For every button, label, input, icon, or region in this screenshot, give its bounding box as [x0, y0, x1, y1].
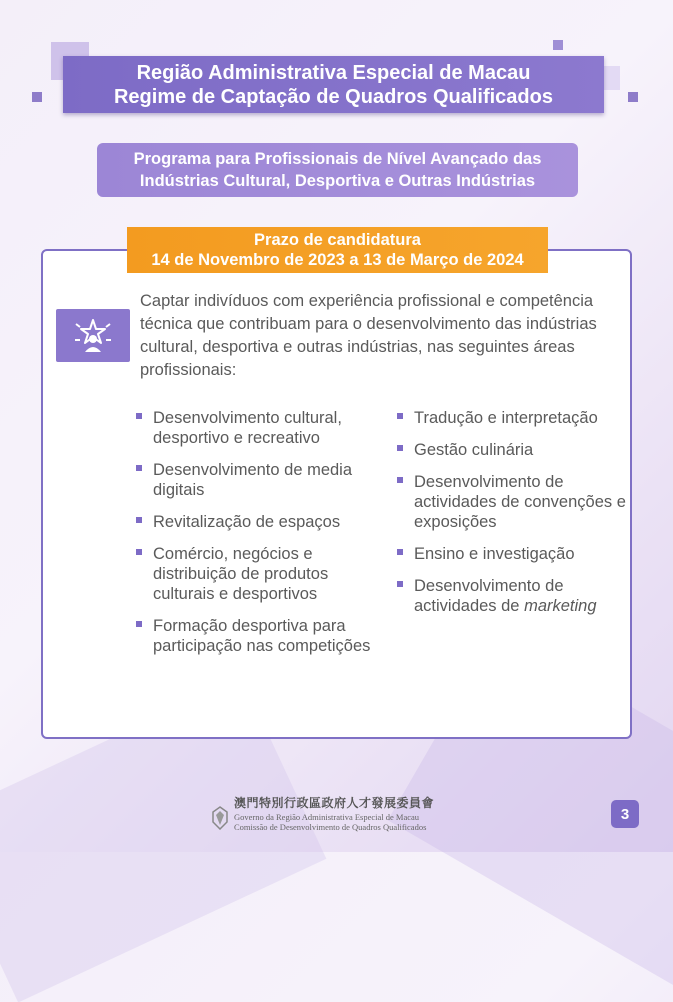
deadline-banner	[127, 227, 548, 273]
page-number: 3	[611, 800, 639, 828]
list-item: Ensino e investigação	[397, 544, 637, 564]
list-item: Comércio, negócios e distribuição de produtos culturais e desportivos	[136, 544, 376, 604]
footer-chinese-name: 澳門特別行政區政府人才發展委員會	[234, 796, 435, 810]
list-item: Revitalização de espaços	[136, 512, 376, 532]
deadline-label: Prazo de candidatura	[254, 231, 421, 249]
title-line-1: Região Administrativa Especial de Macau	[136, 61, 531, 84]
page-title	[63, 56, 604, 113]
footer-line-1: Governo da Região Administrativa Especial de Macau	[234, 812, 420, 822]
list-item-italic: marketing	[524, 597, 597, 615]
star-person-icon	[56, 309, 130, 362]
program-banner	[97, 143, 578, 197]
deadline-dates: 14 de Novembro de 2023 a 13 de Março de 2024	[151, 251, 524, 269]
list-item: Desenvolvimento de actividades de convenções e exposições	[397, 472, 637, 532]
list-item	[397, 576, 637, 616]
list-item: Formação desportiva para participação nas competições	[136, 616, 376, 656]
list-item-text: Desenvolvimento de actividades de	[414, 577, 564, 615]
list-item: Gestão culinária	[397, 440, 637, 460]
decorative-square	[553, 40, 563, 50]
areas-list-right	[397, 408, 637, 616]
government-logo-icon	[212, 806, 228, 830]
decorative-square	[32, 92, 42, 102]
list-item: Desenvolvimento cultural, desportivo e recreativo	[136, 408, 376, 448]
title-line-2: Regime de Captação de Quadros Qualificados	[113, 85, 553, 108]
program-line-1: Programa para Profissionais de Nível Avançado das	[133, 150, 542, 168]
intro-text: Captar indivíduos com experiência profissional e competência técnica que contribuam para o desenvolvimento das indústrias cultural, desportiva e outras indústrias, nas seguintes áreas profissionais:	[140, 292, 597, 379]
decorative-square	[628, 92, 638, 102]
list-item: Desenvolvimento de media digitais	[136, 460, 376, 500]
areas-list-left	[136, 408, 376, 656]
footer-portuguese-name	[234, 812, 426, 832]
footer-line-2: Comissão de Desenvolvimento de Quadros Qualificados	[234, 822, 427, 832]
program-line-2: Indústrias Cultural, Desportiva e Outras Indústrias	[139, 172, 536, 190]
list-item: Tradução e interpretação	[397, 408, 637, 428]
